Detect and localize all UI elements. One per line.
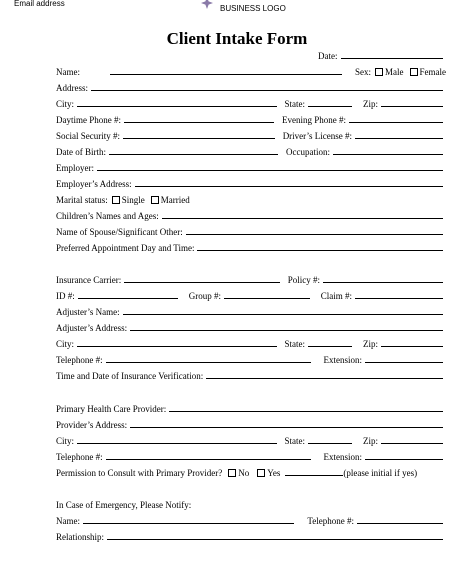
daytime-phone-field[interactable] <box>124 122 274 123</box>
adjuster-extension-field[interactable] <box>365 362 443 363</box>
adjuster-state-label: State: <box>284 339 305 349</box>
adjuster-name-row <box>56 304 446 317</box>
provider-telephone-label: Telephone #: <box>56 452 103 462</box>
logo-icon <box>200 0 214 10</box>
employer-label: Employer: <box>56 163 94 173</box>
primary-provider-row <box>56 401 446 414</box>
female-checkbox[interactable] <box>410 68 418 76</box>
spouse-label: Name of Spouse/Significant Other: <box>56 227 183 237</box>
adjuster-city-row <box>56 336 446 349</box>
state-label: State: <box>284 99 305 109</box>
married-checkbox[interactable] <box>151 196 159 204</box>
married-label: Married <box>160 195 190 205</box>
appointment-field[interactable] <box>197 250 443 251</box>
male-checkbox[interactable] <box>375 68 383 76</box>
ssn-label: Social Security #: <box>56 131 120 141</box>
name-field[interactable] <box>110 74 342 75</box>
children-field[interactable] <box>162 218 443 219</box>
provider-address-field[interactable] <box>130 427 443 428</box>
permission-label: Permission to Consult with Primary Provider? <box>56 468 223 478</box>
provider-telephone-row <box>56 449 446 462</box>
emergency-row <box>56 497 446 510</box>
spouse-row <box>56 224 446 237</box>
policy-label: Policy #: <box>287 275 320 285</box>
state-field[interactable] <box>308 106 352 107</box>
ssn-field[interactable] <box>123 138 275 139</box>
spouse-field[interactable] <box>186 234 443 235</box>
verification-row <box>56 368 446 381</box>
provider-extension-label: Extension: <box>323 452 362 462</box>
daytime-phone-label: Daytime Phone #: <box>56 115 121 125</box>
adjuster-telephone-field[interactable] <box>106 362 311 363</box>
provider-zip-field[interactable] <box>381 443 443 444</box>
relationship-field[interactable] <box>107 539 443 540</box>
adjuster-telephone-row <box>56 352 446 365</box>
employer-address-field[interactable] <box>135 186 443 187</box>
initial-label: (please initial if yes) <box>343 468 418 478</box>
provider-state-field[interactable] <box>308 443 352 444</box>
ssn-row <box>56 128 446 141</box>
marital-status-label: Marital status: <box>56 195 108 205</box>
employer-address-label: Employer’s Address: <box>56 179 132 189</box>
insurance-carrier-label: Insurance Carrier: <box>56 275 122 285</box>
name-row <box>56 64 446 77</box>
dob-field[interactable] <box>109 154 278 155</box>
sex-label: Sex: <box>354 67 371 77</box>
adjuster-address-label: Adjuster’s Address: <box>56 323 128 333</box>
business-logo: BUSINESS LOGO <box>220 4 286 13</box>
adjuster-city-field[interactable] <box>77 346 276 347</box>
verification-label: Time and Date of Insurance Verification: <box>56 371 204 381</box>
group-field[interactable] <box>224 298 310 299</box>
primary-provider-field[interactable] <box>169 411 443 412</box>
form-title: Client Intake Form <box>166 29 308 48</box>
verification-field[interactable] <box>206 378 443 379</box>
date-field[interactable] <box>341 58 444 59</box>
yes-label: Yes <box>267 468 281 478</box>
city-field[interactable] <box>77 106 276 107</box>
emergency-name-row <box>56 513 446 526</box>
yes-checkbox[interactable] <box>257 469 265 477</box>
email-address: Email address <box>14 0 65 8</box>
provider-zip-label: Zip: <box>363 436 378 446</box>
provider-address-row <box>56 417 446 430</box>
employer-field[interactable] <box>97 170 443 171</box>
marital-row <box>56 192 446 205</box>
date-row <box>318 48 446 61</box>
evening-phone-field[interactable] <box>349 122 443 123</box>
provider-city-field[interactable] <box>77 443 276 444</box>
appointment-row <box>56 240 446 253</box>
address-row <box>56 80 446 93</box>
dob-label: Date of Birth: <box>56 147 106 157</box>
insurance-row <box>56 272 446 285</box>
relationship-row <box>56 529 446 542</box>
provider-state-label: State: <box>284 436 305 446</box>
provider-extension-field[interactable] <box>365 459 443 460</box>
drivers-license-field[interactable] <box>355 138 443 139</box>
date-label: Date: <box>318 51 338 61</box>
dob-row <box>56 144 446 157</box>
address-label: Address: <box>56 83 88 93</box>
evening-phone-label: Evening Phone #: <box>282 115 346 125</box>
address-field[interactable] <box>91 90 443 91</box>
initial-field[interactable] <box>285 475 343 476</box>
adjuster-address-field[interactable] <box>130 330 443 331</box>
insurance-carrier-field[interactable] <box>124 282 280 283</box>
provider-city-row <box>56 433 446 446</box>
occupation-label: Occupation: <box>286 147 330 157</box>
no-label: No <box>238 468 250 478</box>
name-label: Name: <box>56 67 80 77</box>
adjuster-name-label: Adjuster’s Name: <box>56 307 120 317</box>
policy-field[interactable] <box>323 282 443 283</box>
employer-row <box>56 160 446 173</box>
city-row <box>56 96 446 109</box>
provider-telephone-field[interactable] <box>106 459 311 460</box>
zip-label: Zip: <box>363 99 378 109</box>
claim-field[interactable] <box>355 298 443 299</box>
adjuster-name-field[interactable] <box>123 314 443 315</box>
adjuster-zip-label: Zip: <box>363 339 378 349</box>
appointment-label: Preferred Appointment Day and Time: <box>56 243 195 253</box>
no-checkbox[interactable] <box>228 469 236 477</box>
phone-row <box>56 112 446 125</box>
children-label: Children’s Names and Ages: <box>56 211 159 221</box>
relationship-label: Relationship: <box>56 532 104 542</box>
id-label: ID #: <box>56 291 75 301</box>
adjuster-state-field[interactable] <box>308 346 352 347</box>
single-checkbox[interactable] <box>112 196 120 204</box>
emergency-label: In Case of Emergency, Please Notify: <box>56 500 192 510</box>
group-label: Group #: <box>188 291 221 301</box>
zip-field[interactable] <box>381 106 443 107</box>
occupation-field[interactable] <box>333 154 443 155</box>
employer-address-row <box>56 176 446 189</box>
emergency-name-label: Name: <box>56 516 80 526</box>
drivers-license-label: Driver’s License #: <box>282 131 352 141</box>
primary-provider-label: Primary Health Care Provider: <box>56 404 167 414</box>
male-label: Male <box>385 67 404 77</box>
city-label: City: <box>56 99 75 109</box>
emergency-telephone-field[interactable] <box>357 523 443 524</box>
claim-label: Claim #: <box>320 291 352 301</box>
children-row <box>56 208 446 221</box>
adjuster-city-label: City: <box>56 339 75 349</box>
adjuster-address-row <box>56 320 446 333</box>
permission-row <box>56 465 448 478</box>
adjuster-zip-field[interactable] <box>381 346 443 347</box>
provider-city-label: City: <box>56 436 75 446</box>
id-row <box>56 288 446 301</box>
provider-address-label: Provider’s Address: <box>56 420 128 430</box>
adjuster-telephone-label: Telephone #: <box>56 355 103 365</box>
single-label: Single <box>121 195 145 205</box>
adjuster-extension-label: Extension: <box>323 355 362 365</box>
id-field[interactable] <box>78 298 178 299</box>
female-label: Female <box>419 67 446 77</box>
emergency-telephone-label: Telephone #: <box>307 516 354 526</box>
emergency-name-field[interactable] <box>83 523 294 524</box>
